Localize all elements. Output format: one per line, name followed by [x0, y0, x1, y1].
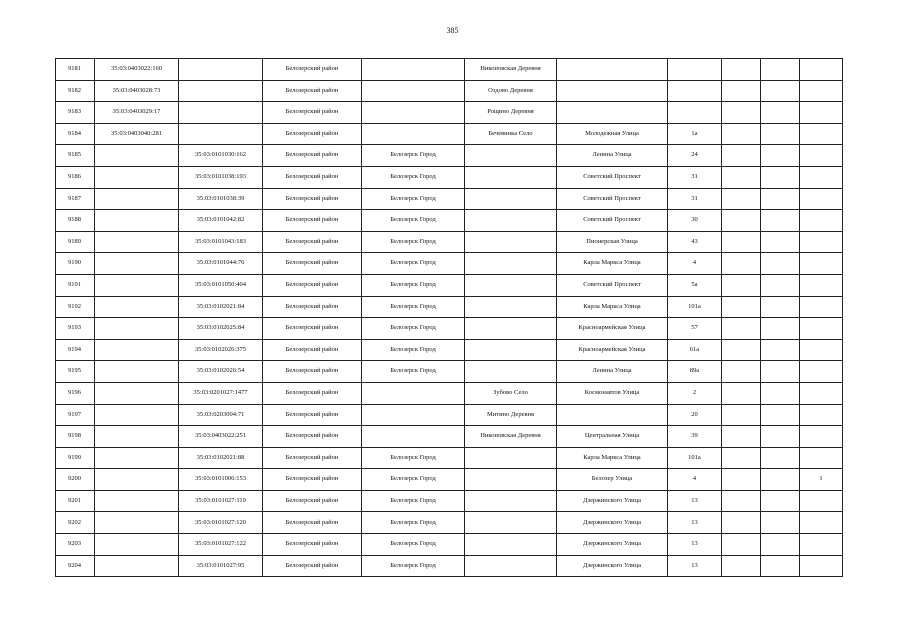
table-row: [56, 490, 843, 512]
cell-house-number: [668, 102, 722, 124]
cell-cadastral-number-a: [95, 404, 179, 426]
cell-cadastral-number-a: [95, 469, 179, 491]
cell-street: Дзержинского Улица: [557, 555, 668, 577]
registry-table: [55, 58, 843, 577]
cell-city: Белозерск Город: [362, 318, 465, 340]
cell-extra-col-11: [800, 166, 843, 188]
table-row: [56, 555, 843, 577]
cell-extra-col-9: [722, 490, 761, 512]
cell-street: Ленина Улица: [557, 361, 668, 383]
cell-extra-col-10: [761, 382, 800, 404]
cell-district: Белозерский район: [263, 447, 362, 469]
cell-house-number: 89а: [668, 361, 722, 383]
cell-extra-col-10: [761, 426, 800, 448]
cell-extra-col-11: [800, 231, 843, 253]
cell-house-number: 20: [668, 404, 722, 426]
cell-city: Белозерск Город: [362, 361, 465, 383]
cell-extra-col-9: [722, 296, 761, 318]
cell-district: Белозерский район: [263, 80, 362, 102]
cell-cadastral-number-b: 35:03:0101006:153: [179, 469, 263, 491]
cell-cadastral-number-a: [95, 253, 179, 275]
cell-settlement: [465, 231, 557, 253]
cell-cadastral-number-a: [95, 166, 179, 188]
cell-extra-col-10: [761, 123, 800, 145]
table-row: [56, 512, 843, 534]
cell-city: Белозерск Город: [362, 339, 465, 361]
cell-cadastral-number-b: [179, 102, 263, 124]
cell-cadastral-number-a: [95, 188, 179, 210]
cell-extra-col-9: [722, 166, 761, 188]
cell-row-number: 9198: [56, 426, 95, 448]
cell-extra-col-11: 1: [800, 469, 843, 491]
cell-city: [362, 382, 465, 404]
cell-street: [557, 59, 668, 81]
cell-cadastral-number-b: 35:03:0101027:122: [179, 534, 263, 556]
cell-city: Белозерск Город: [362, 210, 465, 232]
cell-extra-col-10: [761, 59, 800, 81]
cell-district: Белозерский район: [263, 339, 362, 361]
cell-city: Белозерск Город: [362, 145, 465, 167]
cell-settlement: [465, 188, 557, 210]
cell-cadastral-number-a: [95, 296, 179, 318]
cell-cadastral-number-b: 35:03:0101038:193: [179, 166, 263, 188]
cell-city: Белозерск Город: [362, 447, 465, 469]
cell-settlement: [465, 447, 557, 469]
cell-cadastral-number-a: 35:03:0403029:17: [95, 102, 179, 124]
cell-extra-col-9: [722, 469, 761, 491]
page-number: 385: [446, 26, 459, 35]
table-row: [56, 123, 843, 145]
cell-extra-col-10: [761, 318, 800, 340]
cell-house-number: 101а: [668, 447, 722, 469]
table-row: [56, 469, 843, 491]
cell-cadastral-number-b: 35:03:0101044:76: [179, 253, 263, 275]
cell-city: Белозерск Город: [362, 534, 465, 556]
cell-row-number: 9204: [56, 555, 95, 577]
cell-house-number: 101а: [668, 296, 722, 318]
table-row: [56, 296, 843, 318]
cell-row-number: 9183: [56, 102, 95, 124]
cell-cadastral-number-b: 35:03:0102021:88: [179, 447, 263, 469]
cell-district: Белозерский район: [263, 59, 362, 81]
cell-district: Белозерский район: [263, 490, 362, 512]
table-row: [56, 426, 843, 448]
cell-extra-col-11: [800, 188, 843, 210]
cell-extra-col-9: [722, 447, 761, 469]
cell-city: Белозерск Город: [362, 166, 465, 188]
cell-city: [362, 426, 465, 448]
cell-cadastral-number-a: [95, 512, 179, 534]
cell-district: Белозерский район: [263, 102, 362, 124]
cell-settlement: [465, 469, 557, 491]
cell-extra-col-10: [761, 361, 800, 383]
cell-district: Белозерский район: [263, 123, 362, 145]
cell-settlement: Митино Деревня: [465, 404, 557, 426]
cell-cadastral-number-b: 35:03:0201027:1477: [179, 382, 263, 404]
cell-district: Белозерский район: [263, 145, 362, 167]
cell-house-number: 1а: [668, 123, 722, 145]
cell-row-number: 9184: [56, 123, 95, 145]
cell-cadastral-number-b: 35:03:0102026:54: [179, 361, 263, 383]
table-row: [56, 404, 843, 426]
cell-extra-col-11: [800, 145, 843, 167]
cell-street: Белозер Улица: [557, 469, 668, 491]
cell-city: [362, 404, 465, 426]
cell-settlement: [465, 339, 557, 361]
cell-district: Белозерский район: [263, 534, 362, 556]
cell-extra-col-9: [722, 210, 761, 232]
cell-extra-col-10: [761, 210, 800, 232]
cell-extra-col-9: [722, 274, 761, 296]
cell-city: [362, 102, 465, 124]
cell-cadastral-number-b: [179, 59, 263, 81]
cell-cadastral-number-a: [95, 426, 179, 448]
cell-settlement: [465, 361, 557, 383]
cell-extra-col-10: [761, 231, 800, 253]
cell-extra-col-11: [800, 59, 843, 81]
cell-street: [557, 404, 668, 426]
cell-extra-col-11: [800, 339, 843, 361]
cell-row-number: 9181: [56, 59, 95, 81]
cell-extra-col-9: [722, 361, 761, 383]
cell-row-number: 9185: [56, 145, 95, 167]
cell-city: Белозерск Город: [362, 231, 465, 253]
cell-extra-col-10: [761, 555, 800, 577]
cell-extra-col-9: [722, 80, 761, 102]
cell-district: Белозерский район: [263, 469, 362, 491]
cell-extra-col-10: [761, 296, 800, 318]
cell-cadastral-number-b: [179, 123, 263, 145]
cell-extra-col-10: [761, 512, 800, 534]
cell-district: Белозерский район: [263, 426, 362, 448]
cell-settlement: [465, 490, 557, 512]
cell-street: Советский Проспект: [557, 210, 668, 232]
table-row: [56, 80, 843, 102]
cell-extra-col-10: [761, 534, 800, 556]
cell-settlement: Рощино Деревня: [465, 102, 557, 124]
cell-row-number: 9202: [56, 512, 95, 534]
table-row: [56, 534, 843, 556]
cell-extra-col-11: [800, 361, 843, 383]
cell-house-number: 4: [668, 253, 722, 275]
cell-extra-col-9: [722, 404, 761, 426]
cell-district: Белозерский район: [263, 210, 362, 232]
cell-street: Ленина Улица: [557, 145, 668, 167]
cell-house-number: 39: [668, 426, 722, 448]
cell-street: Дзержинского Улица: [557, 490, 668, 512]
cell-extra-col-10: [761, 253, 800, 275]
cell-extra-col-11: [800, 296, 843, 318]
cell-street: Дзержинского Улица: [557, 534, 668, 556]
cell-district: Белозерский район: [263, 512, 362, 534]
cell-row-number: 9189: [56, 231, 95, 253]
cell-house-number: 30: [668, 210, 722, 232]
cell-row-number: 9201: [56, 490, 95, 512]
cell-district: Белозерский район: [263, 318, 362, 340]
cell-extra-col-11: [800, 80, 843, 102]
cell-settlement: [465, 145, 557, 167]
cell-row-number: 9195: [56, 361, 95, 383]
cell-cadastral-number-a: [95, 231, 179, 253]
table-row: [56, 274, 843, 296]
cell-cadastral-number-b: 35:03:0102026:375: [179, 339, 263, 361]
cell-cadastral-number-b: 35:03:0203004:71: [179, 404, 263, 426]
cell-cadastral-number-a: 35:03:0403022:160: [95, 59, 179, 81]
cell-city: [362, 123, 465, 145]
cell-settlement: Никоновская Деревня: [465, 426, 557, 448]
cell-extra-col-9: [722, 339, 761, 361]
cell-extra-col-11: [800, 404, 843, 426]
table-row: [56, 361, 843, 383]
cell-cadastral-number-a: [95, 490, 179, 512]
cell-street: Дзержинского Улица: [557, 512, 668, 534]
cell-district: Белозерский район: [263, 166, 362, 188]
cell-extra-col-9: [722, 102, 761, 124]
cell-house-number: 43: [668, 231, 722, 253]
cell-extra-col-11: [800, 426, 843, 448]
cell-street: [557, 80, 668, 102]
cell-cadastral-number-b: 35:03:0102025:84: [179, 318, 263, 340]
cell-cadastral-number-a: [95, 382, 179, 404]
cell-cadastral-number-a: [95, 555, 179, 577]
cell-cadastral-number-a: [95, 361, 179, 383]
cell-cadastral-number-b: 35:03:0101027:119: [179, 490, 263, 512]
cell-extra-col-9: [722, 382, 761, 404]
cell-row-number: 9190: [56, 253, 95, 275]
cell-settlement: [465, 166, 557, 188]
cell-street: Красноармейская Улица: [557, 339, 668, 361]
cell-extra-col-9: [722, 426, 761, 448]
cell-extra-col-11: [800, 490, 843, 512]
table-row: [56, 447, 843, 469]
cell-extra-col-10: [761, 404, 800, 426]
cell-street: Центральная Улица: [557, 426, 668, 448]
cell-house-number: 13: [668, 555, 722, 577]
cell-row-number: 9200: [56, 469, 95, 491]
cell-city: Белозерск Город: [362, 555, 465, 577]
cell-district: Белозерский район: [263, 253, 362, 275]
cell-city: Белозерск Город: [362, 188, 465, 210]
cell-extra-col-11: [800, 102, 843, 124]
cell-row-number: 9182: [56, 80, 95, 102]
cell-settlement: [465, 210, 557, 232]
table-row: [56, 339, 843, 361]
cell-cadastral-number-b: 35:03:0101042:82: [179, 210, 263, 232]
cell-settlement: Оздово Деревня: [465, 80, 557, 102]
cell-cadastral-number-a: [95, 318, 179, 340]
table-row: [56, 253, 843, 275]
cell-row-number: 9191: [56, 274, 95, 296]
cell-cadastral-number-b: 35:03:0101050:404: [179, 274, 263, 296]
cell-house-number: 31: [668, 166, 722, 188]
cell-district: Белозерский район: [263, 231, 362, 253]
cell-cadastral-number-a: [95, 210, 179, 232]
cell-street: Карла Маркса Улица: [557, 447, 668, 469]
cell-street: Советский Проспект: [557, 274, 668, 296]
cell-street: Карла Маркса Улица: [557, 296, 668, 318]
cell-extra-col-11: [800, 274, 843, 296]
cell-row-number: 9186: [56, 166, 95, 188]
table-row: [56, 188, 843, 210]
cell-settlement: Никоновская Деревня: [465, 59, 557, 81]
cell-city: Белозерск Город: [362, 512, 465, 534]
cell-house-number: 24: [668, 145, 722, 167]
cell-cadastral-number-b: 35:03:0101027:120: [179, 512, 263, 534]
cell-extra-col-9: [722, 188, 761, 210]
cell-city: Белозерск Город: [362, 253, 465, 275]
table-row: [56, 231, 843, 253]
cell-house-number: 13: [668, 490, 722, 512]
cell-extra-col-10: [761, 339, 800, 361]
cell-extra-col-10: [761, 145, 800, 167]
table-row: [56, 210, 843, 232]
cell-extra-col-11: [800, 318, 843, 340]
cell-settlement: [465, 274, 557, 296]
cell-settlement: Зубово Село: [465, 382, 557, 404]
cell-cadastral-number-a: 35:03:0403040:281: [95, 123, 179, 145]
cell-row-number: 9196: [56, 382, 95, 404]
cell-city: [362, 59, 465, 81]
cell-extra-col-9: [722, 534, 761, 556]
cell-house-number: 2: [668, 382, 722, 404]
cell-cadastral-number-a: [95, 145, 179, 167]
cell-city: Белозерск Город: [362, 296, 465, 318]
cell-row-number: 9193: [56, 318, 95, 340]
cell-house-number: 13: [668, 512, 722, 534]
cell-district: Белозерский район: [263, 382, 362, 404]
cell-cadastral-number-b: 35:03:0101038:39: [179, 188, 263, 210]
cell-cadastral-number-b: [179, 80, 263, 102]
cell-cadastral-number-a: [95, 534, 179, 556]
cell-extra-col-11: [800, 253, 843, 275]
cell-street: Космонавтов Улица: [557, 382, 668, 404]
cell-extra-col-9: [722, 512, 761, 534]
cell-settlement: [465, 512, 557, 534]
cell-cadastral-number-b: 35:03:0101043:183: [179, 231, 263, 253]
cell-row-number: 9199: [56, 447, 95, 469]
cell-extra-col-9: [722, 231, 761, 253]
cell-extra-col-10: [761, 469, 800, 491]
cell-district: Белозерский район: [263, 555, 362, 577]
cell-cadastral-number-a: 35:03:0403028:73: [95, 80, 179, 102]
cell-city: Белозерск Город: [362, 274, 465, 296]
cell-extra-col-10: [761, 447, 800, 469]
cell-district: Белозерский район: [263, 404, 362, 426]
cell-house-number: 5а: [668, 274, 722, 296]
cell-extra-col-11: [800, 512, 843, 534]
cell-extra-col-9: [722, 555, 761, 577]
cell-district: Белозерский район: [263, 296, 362, 318]
cell-extra-col-9: [722, 318, 761, 340]
cell-street: [557, 102, 668, 124]
cell-street: Карла Маркса Улица: [557, 253, 668, 275]
cell-street: Советский Проспект: [557, 166, 668, 188]
cell-settlement: [465, 253, 557, 275]
cell-extra-col-9: [722, 253, 761, 275]
cell-house-number: [668, 80, 722, 102]
cell-house-number: 31: [668, 188, 722, 210]
table-row: [56, 318, 843, 340]
cell-extra-col-9: [722, 59, 761, 81]
table-row: [56, 102, 843, 124]
cell-extra-col-10: [761, 188, 800, 210]
cell-row-number: 9188: [56, 210, 95, 232]
cell-extra-col-9: [722, 123, 761, 145]
cell-extra-col-11: [800, 123, 843, 145]
table-row: [56, 59, 843, 81]
cell-house-number: [668, 59, 722, 81]
table-body: [56, 59, 843, 577]
cell-settlement: [465, 296, 557, 318]
cell-extra-col-11: [800, 210, 843, 232]
cell-settlement: [465, 318, 557, 340]
cell-row-number: 9194: [56, 339, 95, 361]
cell-city: Белозерск Город: [362, 490, 465, 512]
cell-extra-col-11: [800, 534, 843, 556]
cell-settlement: [465, 555, 557, 577]
cell-extra-col-11: [800, 555, 843, 577]
table-row: [56, 145, 843, 167]
cell-extra-col-11: [800, 447, 843, 469]
cell-cadastral-number-a: [95, 274, 179, 296]
cell-row-number: 9192: [56, 296, 95, 318]
table-row: [56, 382, 843, 404]
cell-street: Пионерская Улица: [557, 231, 668, 253]
cell-cadastral-number-b: 35:03:0403022:251: [179, 426, 263, 448]
cell-row-number: 9187: [56, 188, 95, 210]
cell-cadastral-number-a: [95, 447, 179, 469]
cell-district: Белозерский район: [263, 274, 362, 296]
cell-street: Молодежная Улица: [557, 123, 668, 145]
cell-settlement: [465, 534, 557, 556]
cell-extra-col-10: [761, 166, 800, 188]
cell-extra-col-10: [761, 490, 800, 512]
cell-house-number: 13: [668, 534, 722, 556]
cell-district: Белозерский район: [263, 188, 362, 210]
cell-extra-col-11: [800, 382, 843, 404]
cell-district: Белозерский район: [263, 361, 362, 383]
cell-cadastral-number-a: [95, 339, 179, 361]
cell-house-number: 57: [668, 318, 722, 340]
cell-city: Белозерск Город: [362, 469, 465, 491]
cell-extra-col-10: [761, 102, 800, 124]
cell-row-number: 9197: [56, 404, 95, 426]
cell-extra-col-10: [761, 274, 800, 296]
cell-street: Красноармейская Улица: [557, 318, 668, 340]
cell-cadastral-number-b: 35:03:0102021:84: [179, 296, 263, 318]
cell-cadastral-number-b: 35:03:0101027:95: [179, 555, 263, 577]
table-row: [56, 166, 843, 188]
cell-extra-col-10: [761, 80, 800, 102]
cell-street: Советский Проспект: [557, 188, 668, 210]
cell-cadastral-number-b: 35:03:0101030:162: [179, 145, 263, 167]
cell-settlement: Бечевинка Село: [465, 123, 557, 145]
cell-house-number: 61а: [668, 339, 722, 361]
cell-row-number: 9203: [56, 534, 95, 556]
cell-house-number: 4: [668, 469, 722, 491]
cell-extra-col-9: [722, 145, 761, 167]
cell-city: [362, 80, 465, 102]
